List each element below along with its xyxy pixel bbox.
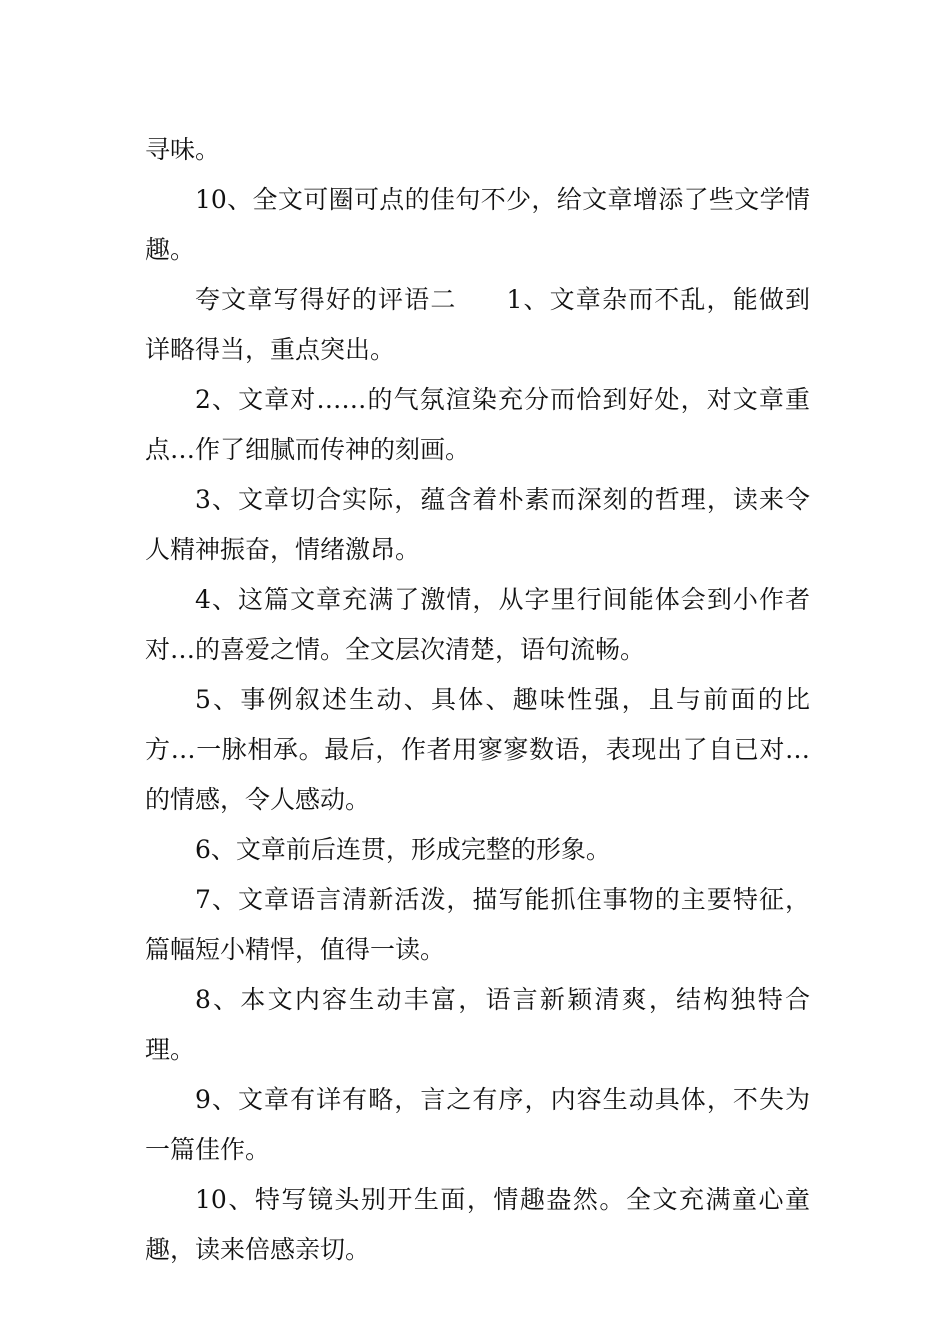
paragraph-comment-5: 5、事例叙述生动、具体、趣味性强，且与前面的比方…一脉相承。最后，作者用寥寥数语，表现出了自已对…的情感，令人感动。: [145, 685, 810, 814]
paragraph-continuation: 寻味。: [145, 135, 221, 164]
paragraph-comment-10a: 10、全文可圈可点的佳句不少，给文章增添了些文学情趣。: [145, 185, 810, 264]
paragraph-comment-2: 2、文章对……的气氛渲染充分而恰到好处，对文章重点…作了细腻而传神的刻画。: [145, 385, 810, 464]
paragraph-comment-9: 9、文章有详有略，言之有序，内容生动具体，不失为一篇佳作。: [145, 1085, 810, 1164]
paragraph-comment-4: 4、这篇文章充满了激情，从字里行间能体会到小作者对…的喜爱之情。全文层次清楚，语句流畅。: [145, 585, 810, 664]
paragraph-comment-7: 7、文章语言清新活泼，描写能抓住事物的主要特征，篇幅短小精悍，值得一读。: [145, 885, 810, 964]
comment-1-text: 1、文章杂而不乱，能做到详略得当，重点突出。: [145, 285, 810, 364]
paragraph-comment-10b: 10、特写镜头别开生面，情趣盎然。全文充满童心童趣，读来倍感亲切。: [145, 1185, 810, 1264]
section-heading: 夸文章写得好的评语二: [195, 285, 457, 314]
paragraph-comment-6: 6、文章前后连贯，形成完整的形象。: [195, 835, 611, 864]
paragraph-comment-3: 3、文章切合实际，蕴含着朴素而深刻的哲理，读来令人精神振奋，情绪激昂。: [145, 485, 810, 564]
paragraph-section-two: [145, 275, 810, 375]
paragraph-comment-8: 8、本文内容生动丰富，语言新颖清爽，结构独特合理。: [145, 985, 810, 1064]
